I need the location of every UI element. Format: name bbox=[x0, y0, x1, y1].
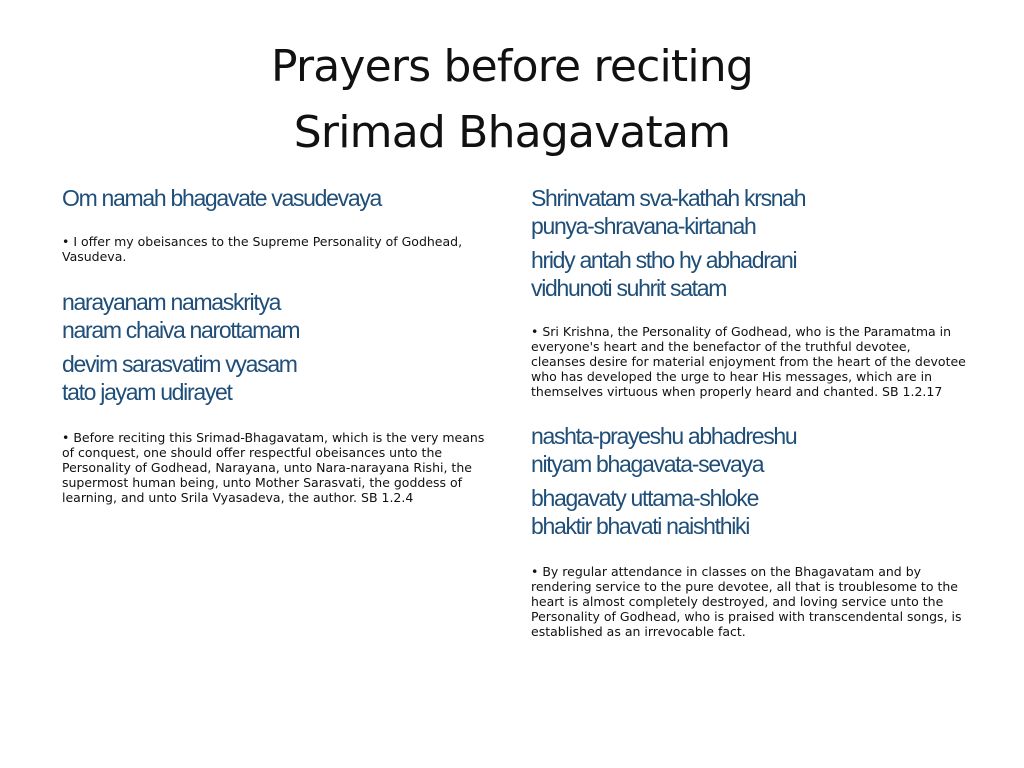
verse-line: Shrinvatam sva-kathah krsnah bbox=[531, 185, 806, 211]
verse-om-namah bbox=[62, 184, 486, 212]
title-line-1: Prayers before reciting bbox=[270, 41, 753, 92]
left-column bbox=[62, 184, 486, 505]
page-title bbox=[0, 34, 1024, 166]
translation-nashta-prayeshu: • By regular attendance in classes on the Bhagavatam and by rendering service to the pure devotee, all that is troublesome to the heart is almost completely destroyed, and loving service unto the Personality of Godhead, who is praised with transcendental songs, is established as an irrevocable fact. bbox=[531, 564, 962, 639]
verse-line: hridy antah stho hy abhadrani bbox=[531, 247, 797, 273]
right-column bbox=[531, 184, 967, 639]
verse-line: narayanam namaskritya bbox=[62, 289, 281, 315]
verse-shrinvatam bbox=[531, 184, 967, 302]
verse-line: bhagavaty uttama-shloke bbox=[531, 485, 759, 511]
translation-shrinvatam: • Sri Krishna, the Personality of Godhead, who is the Paramatma in everyone's heart and the benefactor of the truthful devotee, cleanses desire for material enjoyment from the heart of the devotee who has developed the urge to hear His messages, which are in themselves virtuous when properly heard and chanted. SB 1.2.17 bbox=[531, 324, 966, 399]
verse-line: nityam bhagavata-sevaya bbox=[531, 451, 764, 477]
verse-line: punya-shravana-kirtanah bbox=[531, 213, 756, 239]
verse-line: naram chaiva narottamam bbox=[62, 317, 300, 343]
title-line-2: Srimad Bhagavatam bbox=[293, 107, 731, 158]
verse-nashta-prayeshu bbox=[531, 422, 967, 540]
verse-line: nashta-prayeshu abhadreshu bbox=[531, 423, 797, 449]
verse-line: tato jayam udirayet bbox=[62, 379, 232, 405]
verse-narayanam bbox=[62, 288, 486, 406]
verse-line: Om namah bhagavate vasudevaya bbox=[62, 185, 382, 211]
translation-om-namah: • I offer my obeisances to the Supreme Personality of Godhead, Vasudeva. bbox=[62, 234, 463, 264]
verse-line: vidhunoti suhrit satam bbox=[531, 275, 727, 301]
verse-line: devim sarasvatim vyasam bbox=[62, 351, 297, 377]
translation-narayanam: • Before reciting this Srimad-Bhagavatam, which is the very means of conquest, one should offer respectful obeisances unto the Personality of Godhead, Narayana, unto Nara-narayana Rishi, the supermost human being, unto Mother Sarasvati, the goddess of learning, and unto Srila Vyasadeva, the author. SB 1.2.4 bbox=[62, 430, 485, 505]
verse-line: bhaktir bhavati naishthiki bbox=[531, 513, 750, 539]
